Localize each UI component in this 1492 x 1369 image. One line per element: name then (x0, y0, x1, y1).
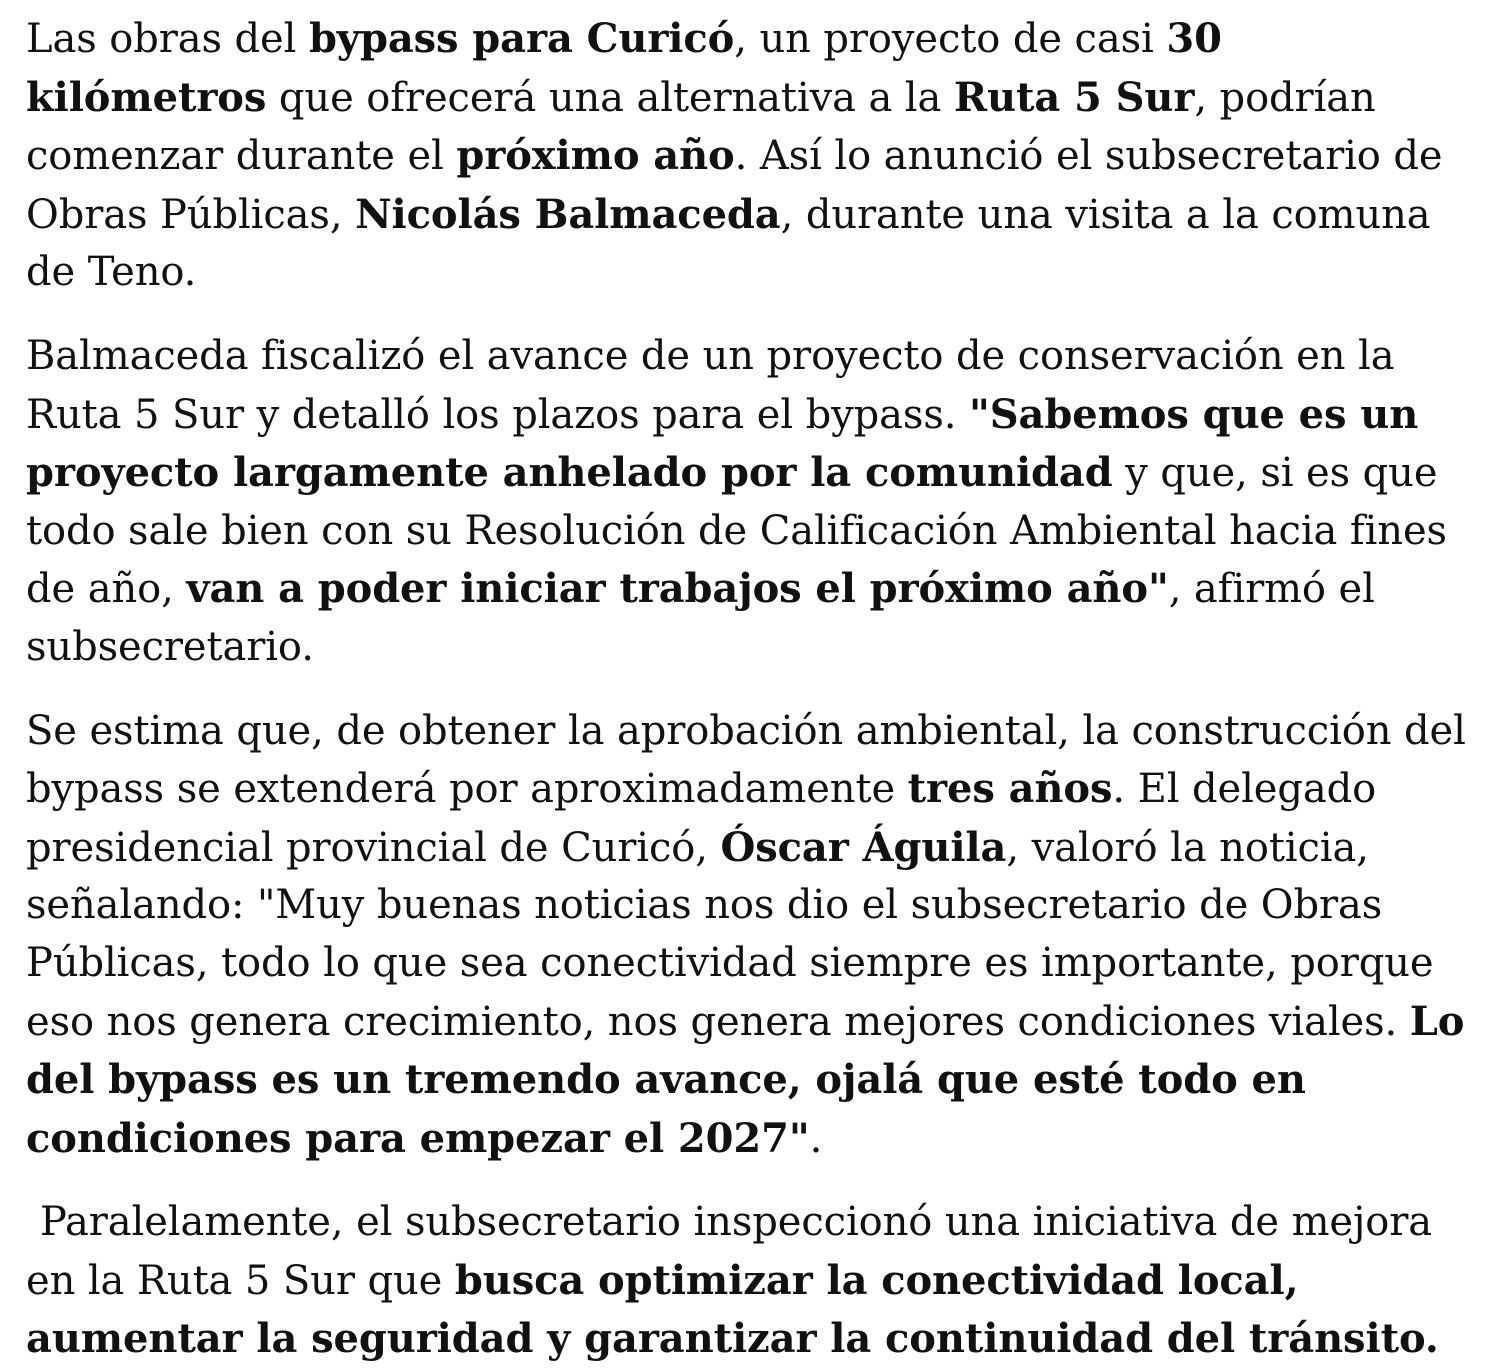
paragraph (26, 10, 1466, 302)
body-text: , podrían comenzar durante el (26, 74, 1376, 180)
body-text: . El delegado presidencial provincial de Curicó, (26, 766, 1377, 871)
body-text: , durante una visita a la comuna de Teno. (26, 191, 1431, 296)
body-text: , un proyecto de casi (734, 16, 1167, 62)
paragraph-list (26, 10, 1466, 1369)
body-text: y que, si es que todo sale bien con su Resolución de Calificación Ambiental hacia fines de año, (26, 450, 1447, 613)
emphasis-text: Óscar Águila (720, 823, 1007, 871)
body-text: . Así lo anunció el subsecretario de Obras Públicas, (26, 133, 1443, 238)
emphasis-text: bypass para Curicó (308, 15, 735, 62)
emphasis-text: Ruta 5 Sur (953, 73, 1195, 121)
emphasis-text: próximo año (456, 132, 735, 180)
emphasis-text: Nicolás Balmaceda (355, 190, 781, 238)
paragraph (26, 1194, 1466, 1369)
body-text: que ofrecerá una alternativa a la (266, 74, 954, 121)
emphasis-text: "Sabemos que es un proyecto largamente anhelado por la comunidad (26, 390, 1419, 497)
body-text: , valoró la noticia, señalando: "Muy buenas noticias nos dio el subsecretario de Obras Públicas, todo lo que sea conectividad siempre es importante, porque eso nos genera crecimiento, nos genera mejores condiciones viales. (26, 824, 1434, 1045)
body-text: . (809, 1115, 823, 1162)
body-text: Las obras del (26, 16, 309, 62)
emphasis-text: van a poder iniciar trabajos el próximo año" (186, 565, 1169, 613)
paragraph (26, 328, 1466, 677)
paragraph (26, 703, 1466, 1169)
body-text: , afirmó el subsecretario. (26, 566, 1375, 670)
body-text: Se estima que, de obtener la aprobación ambiental, la construcción del bypass se extenderá por aproximadamente (26, 707, 1466, 813)
body-text: Paralelamente, el subsecretario inspeccionó una iniciativa de mejora en la Ruta 5 Sur que (26, 1199, 1433, 1304)
emphasis-text: busca optimizar la conectividad local, aumentar la seguridad y garantizar la continuidad del tránsito. (26, 1256, 1439, 1363)
body-text: Balmaceda fiscalizó el avance de un proyecto de conservación en la Ruta 5 Sur y detalló los plazos para el bypass. (26, 332, 1395, 438)
emphasis-text: 30 kilómetros (26, 15, 1222, 121)
emphasis-text: tres años (907, 765, 1113, 813)
emphasis-text: Lo del bypass es un tremendo avance, ojalá que esté todo en condiciones para empezar el 2027" (26, 997, 1465, 1162)
